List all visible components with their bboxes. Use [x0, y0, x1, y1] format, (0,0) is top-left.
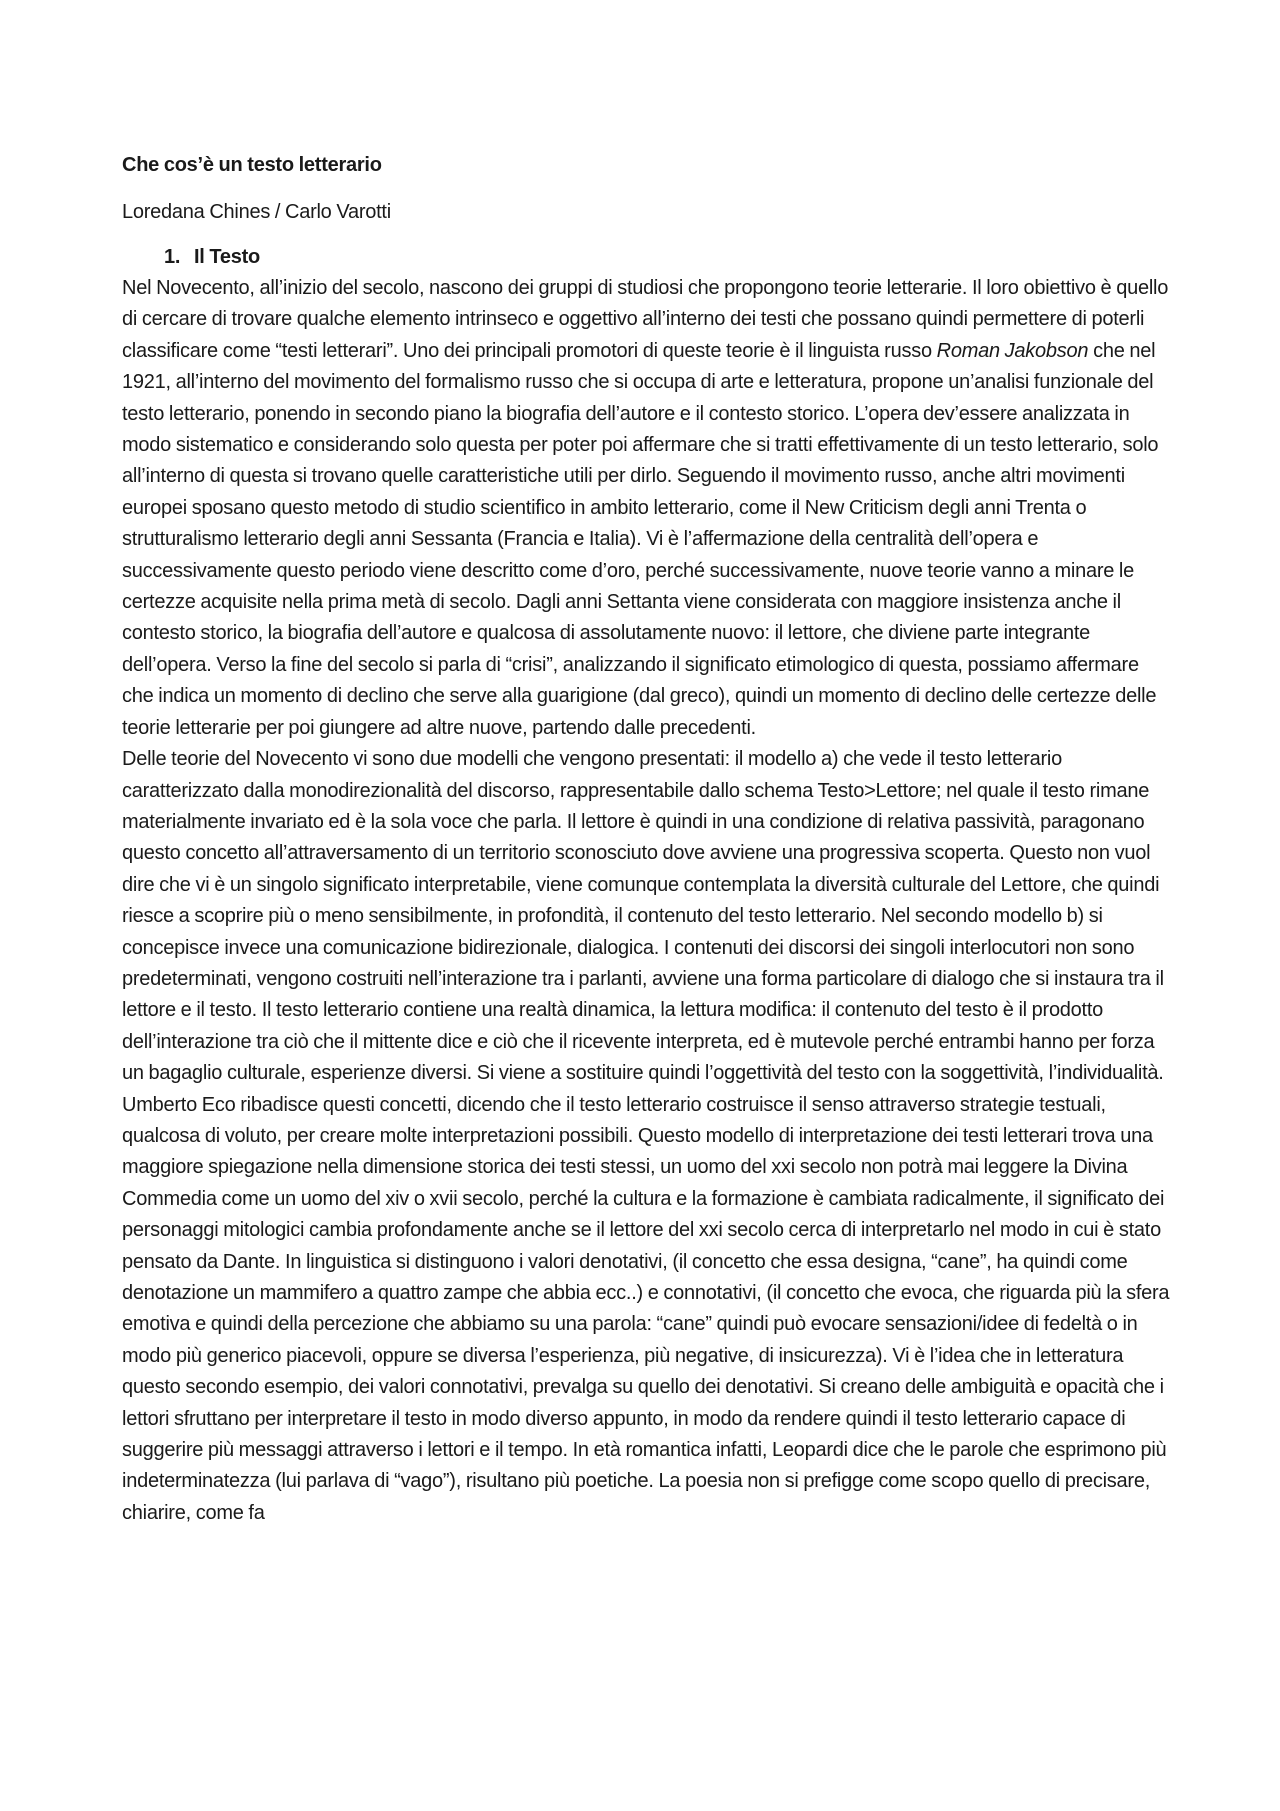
document-authors: Loredana Chines / Carlo Varotti: [122, 201, 391, 223]
section-title: Il Testo: [194, 246, 261, 268]
paragraph-2: Delle teorie del Novecento vi sono due modelli che vengono presentati: il modello a) che vede il testo letterario caratterizzato dalla monodirezionalità del discorso, rappresentabile dallo schema Testo>Lettore; nel quale il testo rimane materialmente invariato ed è la sola voce che parla. Il lettore è quindi in una condizione di relativa passività, paragonano questo concetto all’attraversamento di un territorio sconosciuto dove avviene una progressiva scoperta. Questo non vuol dire che vi è un singolo significato interpretabile, viene comunque contemplata la diversità culturale del Lettore, che quindi riesce a scoprire più o meno sensibilmente, in profondità, il contenuto del testo letterario. Nel secondo modello b) si concepisce invece una comunicazione bidirezionale, dialogica. I contenuti dei discorsi dei singoli interlocutori non sono predeterminati, vengono costruiti nell’interazione tra i parlanti, avviene una forma particolare di dialogo che si instaura tra il lettore e il testo. Il testo letterario contiene una realtà dinamica, la lettura modifica: il contenuto del testo è il prodotto dell’interazione tra ciò che il mittente dice e ciò che il ricevente interpreta, ed è mutevole perché entrambi hanno per forza un bagaglio culturale, esperienze diversi. Si viene a sostituire quindi l’oggettività del testo con la soggettività, l’individualità. Umberto Eco ribadisce questi concetti, dicendo che il testo letterario costruisce il senso attraverso strategie testuali, qualcosa di voluto, per creare molte interpretazioni possibili. Questo modello di interpretazione dei testi letterari trova una maggiore spiegazione nella dimensione storica dei testi stessi, un uomo del xxi secolo non potrà mai leggere la Divina Commedia come un uomo del xiv o xvii secolo, perché la cultura e la formazione è cambiata radicalmente, il significato dei personaggi mitologici cambia profondamente anche se il lettore del xxi secolo cerca di interpretarlo nel modo in cui è stato pensato da Dante. In linguistica si distinguono i valori denotativi, (il concetto che essa designa, “cane”, ha quindi come denotazione un mammifero a quattro zampe che abbia ecc..) e connotativi, (il concetto che evoca, che riguarda più la sfera emotiva e quindi della percezione che abbiamo su una parola: “cane” quindi può evocare sensazioni/idee di fedeltà o in modo più generico piacevoli, oppure se diversa l’esperienza, più negative, di insicurezza). Vi è l’idea che in letteratura questo secondo esempio, dei valori connotativi, prevalga su quello dei denotativi. Si creano delle ambiguità e opacità che i lettori sfruttano per interpretare il testo in modo diverso appunto, in modo da rendere quindi il testo letterario capace di suggerire più messaggi attraverso i lettori e il tempo. In età romantica infatti, Leopardi dice che le parole che esprimono più indeterminatezza (lui parlava di “vago”), risultano più poetiche. La poesia non si prefigge come scopo quello di precisare, chiarire, come fa: [122, 748, 1170, 1524]
paragraph-1-name: Roman Jakobson: [936, 339, 1089, 362]
section-number: 1.: [164, 246, 181, 268]
section-heading: [164, 242, 1172, 273]
paragraph-1-text-a: Nel Novecento, all’inizio del secolo, nascono dei gruppi di studiosi che propongono teorie letterarie. Il loro obiettivo è quello di cercare di trovare qualche elemento intrinseco e oggettivo all’interno dei testi che possano quindi permettere di poterli classificare come “testi letterari”. Uno dei principali promotori di queste teorie è il linguista russo: [122, 277, 1169, 362]
paragraph-1: [122, 273, 1172, 744]
paragraph-1-text-b: che nel 1921, all’interno del movimento del formalismo russo che si occupa di arte e letteratura, propone un’analisi funzionale del testo letterario, ponendo in secondo piano la biografia dell’autore e il contesto storico. L’opera dev’essere analizzata in modo sistematico e considerando solo questa per poter poi affermare che si tratti effettivamente di un testo letterario, solo all’interno di questa si trovano quelle caratteristiche utili per dirlo. Seguendo il movimento russo, anche altri movimenti europei sposano questo metodo di studio scientifico in ambito letterario, come il New Criticism degli anni Trenta o strutturalismo letterario degli anni Sessanta (Francia e Italia). Vi è l’affermazione della centralità dell’opera e successivamente questo periodo viene descritto come d’oro, perché successivamente, nuove teorie vanno a minare le certezze acquisite nella prima metà di secolo. Dagli anni Settanta viene considerata con maggiore insistenza anche il contesto storico, la biografia dell’autore e qualcosa di assolutamente nuovo: il lettore, che diviene parte integrante dell’opera. Verso la fine del secolo si parla di “crisi”, analizzando il significato etimologico di questa, possiamo affermare che indica un momento di declino che serve alla guarigione (dal greco), quindi un momento di declino delle certezze delle teorie letterarie per poi giungere ad altre nuove, partendo dalle precedenti.: [122, 339, 1159, 739]
document-body: [122, 150, 1172, 1529]
document-title: Che cos’è un testo letterario: [122, 154, 382, 176]
